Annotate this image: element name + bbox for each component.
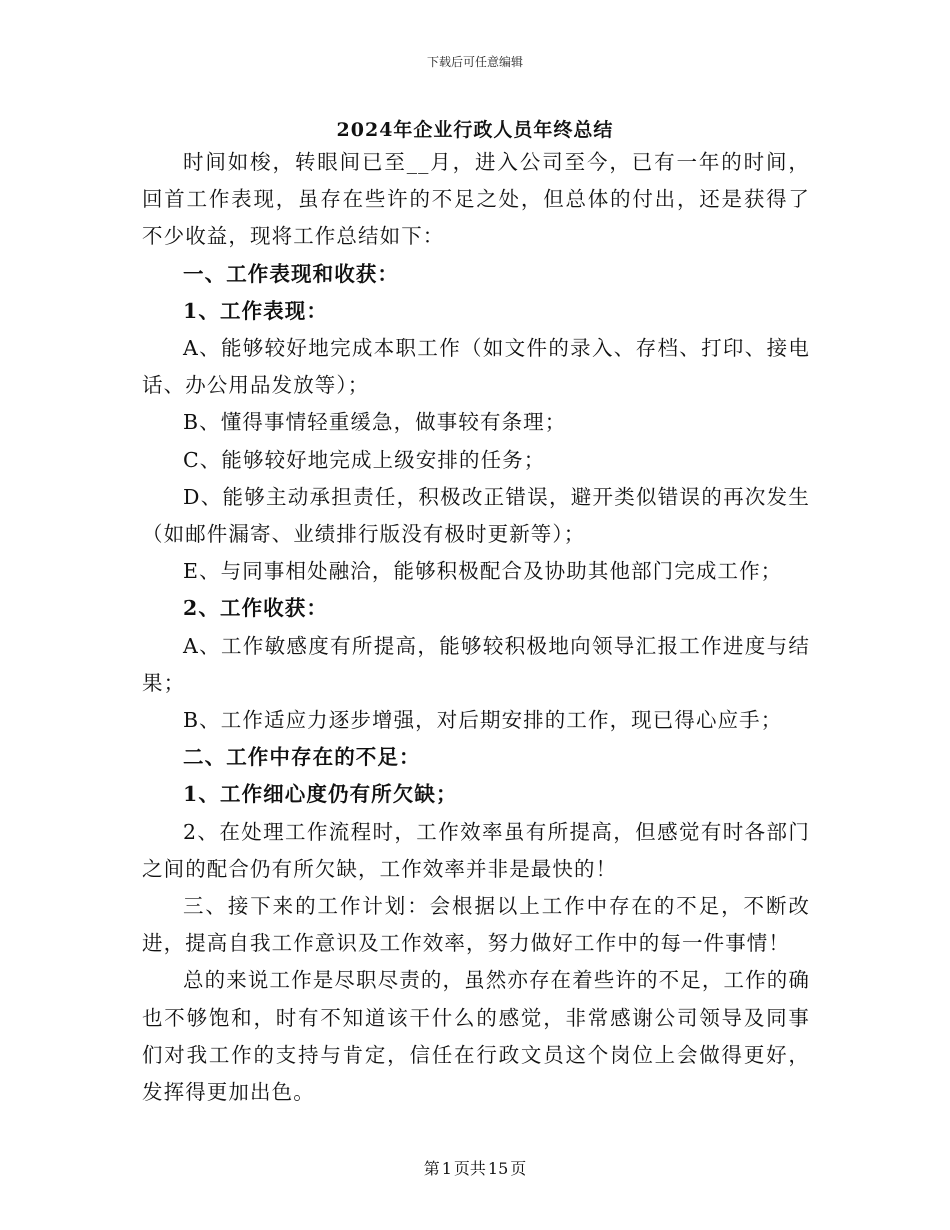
- body-paragraph: E、与同事相处融洽，能够积极配合及协助其他部门完成工作；: [183, 559, 783, 584]
- document-body: [142, 144, 810, 1111]
- body-paragraph: B、工作适应力逐步增强，对后期安排的工作，现已得心应手；: [183, 708, 783, 733]
- footer-total-pages: 15: [487, 1159, 509, 1178]
- section-heading: 一、工作表现和收获：: [183, 261, 399, 286]
- body-paragraph: C、能够较好地完成上级安排的任务；: [183, 447, 546, 472]
- body-paragraph: 三、接下来的工作计划：会根据以上工作中存在的不足，不断改进，提高自我工作意识及工作效率，努力做好工作中的每一件事情！: [142, 894, 810, 956]
- section-heading: 1、工作表现：: [183, 298, 328, 323]
- page-footer: [0, 1156, 950, 1179]
- footer-suffix: 页: [510, 1159, 527, 1178]
- section-heading: 二、工作中存在的不足：: [183, 745, 421, 770]
- section-heading: 1、工作细心度仍有所欠缺；: [183, 782, 458, 807]
- body-paragraph: 时间如梭，转眼间已至__月，进入公司至今，已有一年的时间，回首工作表现，虽存在些许的不足之处，但总体的付出，还是获得了不少收益，现将工作总结如下：: [142, 150, 810, 249]
- section-heading: 2、工作收获：: [183, 596, 328, 621]
- body-paragraph: 2、在处理工作流程时，工作效率虽有所提高，但感觉有时各部门之间的配合仍有所欠缺，工作效率并非是最快的！: [142, 819, 810, 881]
- body-paragraph: 总的来说工作是尽职尽责的，虽然亦存在着些许的不足，工作的确也不够饱和，时有不知道该干什么的感觉，非常感谢公司领导及同事们对我工作的支持与肯定，信任在行政文员这个岗位上会做得更好，发挥得更加出色。: [142, 968, 810, 1105]
- document-title: 2024年企业行政人员年终总结: [336, 119, 614, 141]
- body-paragraph: B、懂得事情轻重缓急，做事较有条理；: [183, 410, 567, 435]
- body-paragraph: D、能够主动承担责任，积极改正错误，避开类似错误的再次发生（如邮件漏寄、业绩排行版没有极时更新等）；: [142, 484, 810, 547]
- body-paragraph: A、工作敏感度有所提高，能够较积极地向领导汇报工作进度与结果；: [142, 633, 810, 695]
- footer-prefix: 第: [423, 1159, 440, 1178]
- body-paragraph: A、能够较好地完成本职工作（如文件的录入、存档、打印、接电话、办公用品发放等）；: [142, 336, 810, 398]
- footer-middle: 页共: [453, 1159, 486, 1178]
- footer-page-number: 1: [441, 1159, 452, 1178]
- header-note: 下载后可任意编辑: [426, 55, 523, 69]
